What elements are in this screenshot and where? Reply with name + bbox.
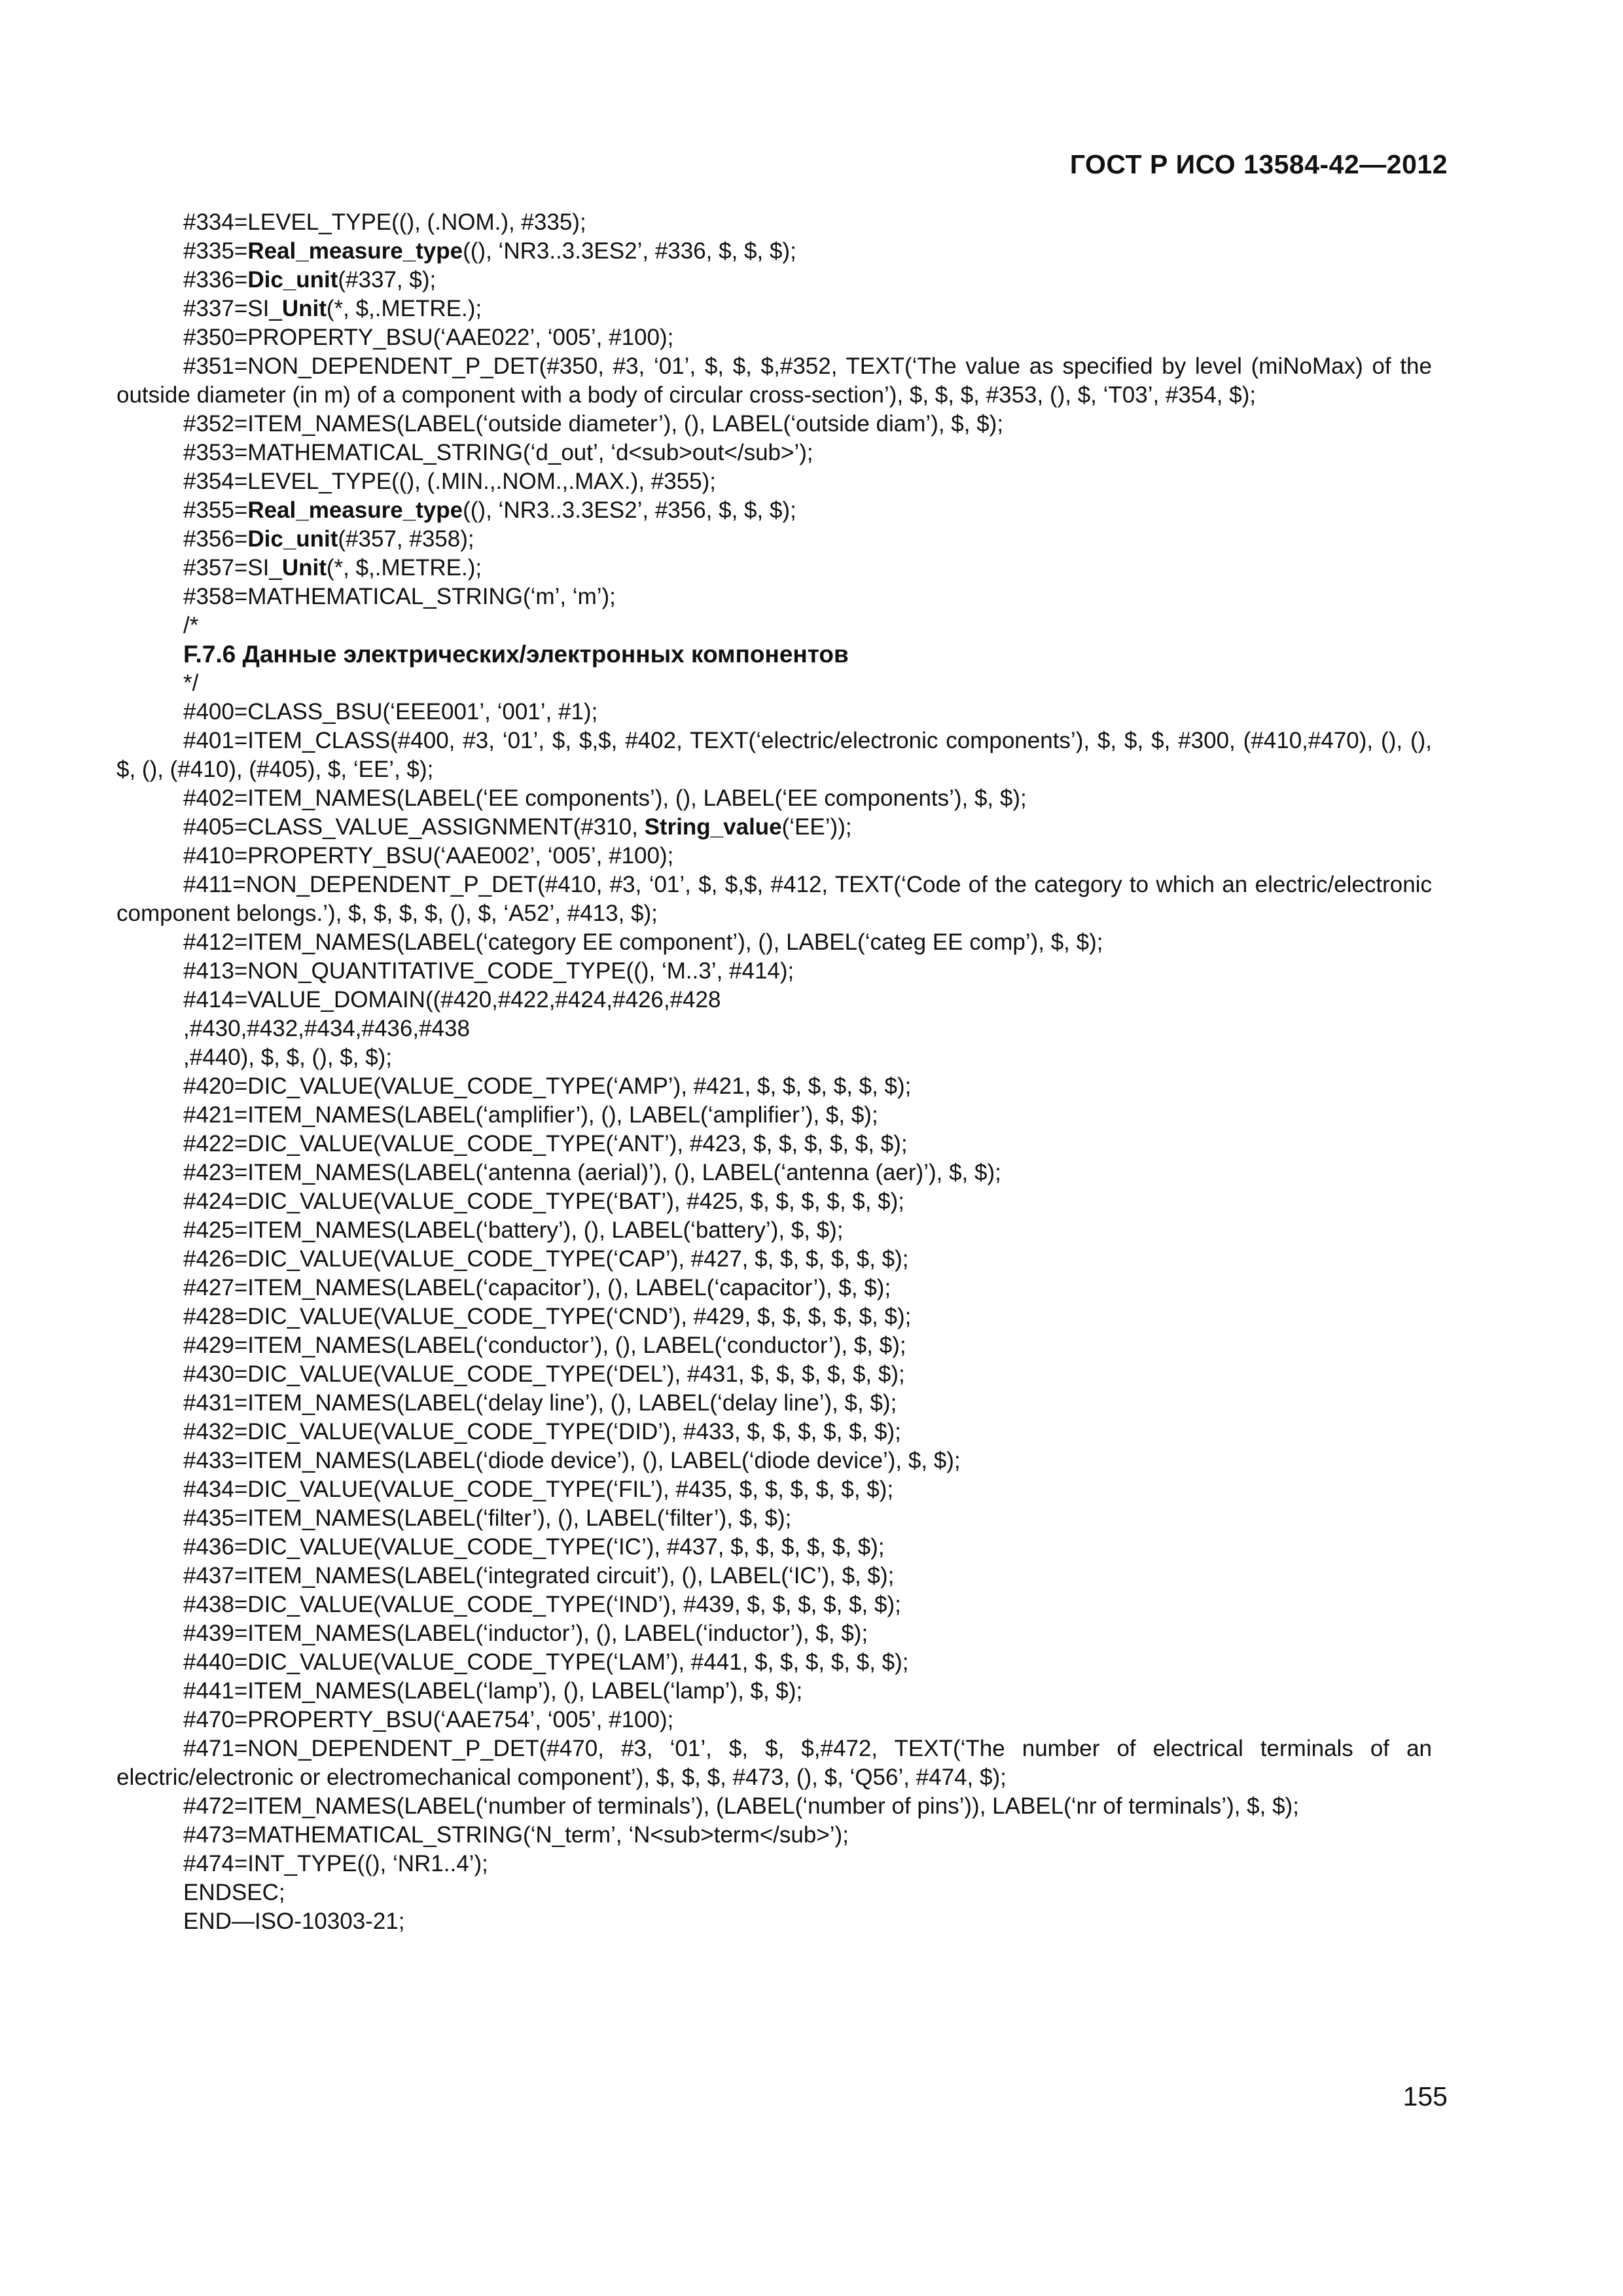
code-paragraph bbox=[116, 726, 1432, 784]
line-text: (‘EE’)); bbox=[781, 814, 852, 840]
code-line bbox=[116, 1475, 1432, 1504]
line-text: (*, $,.METRE.); bbox=[326, 555, 482, 581]
line-text: #473=MATHEMATICAL_STRING(‘N_term’, ‘N<sub>term</sub>’); bbox=[183, 1822, 849, 1848]
line-text: #427=ITEM_NAMES(LABEL(‘capacitor’), (), LABEL(‘capacitor’), $, $); bbox=[183, 1275, 891, 1300]
code-line bbox=[116, 1850, 1432, 1878]
line-text: #405=CLASS_VALUE_ASSIGNMENT(#310, bbox=[183, 814, 645, 840]
line-text: #401=ITEM_CLASS(#400, #3, ‘01’, $, $,$, #402, TEXT(‘electric/electronic components’), $, $, $, #300, (#410,#470), (), (), $, (), (#410), (#405), $, ‘EE’, $); bbox=[116, 728, 1432, 782]
code-line bbox=[116, 1014, 1432, 1043]
line-text: #428=DIC_VALUE(VALUE_CODE_TYPE(‘CND’), #429, $, $, $, $, $, $); bbox=[183, 1304, 912, 1329]
line-text: #439=ITEM_NAMES(LABEL(‘inductor’), (), LABEL(‘inductor’), $, $); bbox=[183, 1621, 868, 1646]
line-text: #355= bbox=[183, 497, 248, 523]
code-line bbox=[116, 1245, 1432, 1274]
line-text: ,#440), $, $, (), $, $); bbox=[183, 1045, 393, 1070]
line-text: #424=DIC_VALUE(VALUE_CODE_TYPE(‘BAT’), #425, $, $, $, $, $, $); bbox=[183, 1189, 905, 1214]
code-line bbox=[116, 1533, 1432, 1562]
line-text: #472=ITEM_NAMES(LABEL(‘number of terminals’), (LABEL(‘number of pins’)), LABEL(‘nr of terminals’), $, $); bbox=[183, 1793, 1299, 1819]
page-number: 155 bbox=[1402, 2081, 1448, 2111]
line-text: #429=ITEM_NAMES(LABEL(‘conductor’), (), LABEL(‘conductor’), $, $); bbox=[183, 1333, 906, 1358]
line-text: /* bbox=[183, 613, 199, 638]
line-text: #432=DIC_VALUE(VALUE_CODE_TYPE(‘DID’), #433, $, $, $, $, $, $); bbox=[183, 1419, 901, 1444]
line-text: #410=PROPERTY_BSU(‘AAE002’, ‘005’, #100); bbox=[183, 843, 674, 869]
line-text: #357=SI_ bbox=[183, 555, 282, 581]
document-body bbox=[116, 208, 1432, 1936]
line-text: #422=DIC_VALUE(VALUE_CODE_TYPE(‘ANT’), #423, $, $, $, $, $, $); bbox=[183, 1131, 908, 1157]
line-text: #356= bbox=[183, 526, 248, 552]
line-text: #426=DIC_VALUE(VALUE_CODE_TYPE(‘CAP’), #427, $, $, $, $, $, $); bbox=[183, 1246, 909, 1272]
code-line bbox=[116, 467, 1432, 496]
code-line bbox=[116, 1821, 1432, 1850]
line-text: #435=ITEM_NAMES(LABEL(‘filter’), (), LABEL(‘filter’), $, $); bbox=[183, 1505, 792, 1531]
code-line bbox=[116, 813, 1432, 842]
line-text: #400=CLASS_BSU(‘EEE001’, ‘001’, #1); bbox=[183, 699, 598, 725]
code-line bbox=[116, 1792, 1432, 1821]
line-text: ((), ‘NR3..3.3ES2’, #356, $, $, $); bbox=[463, 497, 796, 523]
code-line bbox=[116, 439, 1432, 467]
code-line bbox=[116, 1590, 1432, 1619]
code-line bbox=[116, 1677, 1432, 1706]
line-text: #412=ITEM_NAMES(LABEL(‘category EE component’), (), LABEL(‘categ EE comp’), $, $); bbox=[183, 929, 1103, 955]
code-line bbox=[116, 1446, 1432, 1475]
code-line bbox=[116, 1504, 1432, 1533]
line-text: #437=ITEM_NAMES(LABEL(‘integrated circuit’), (), LABEL(‘IC’), $, $); bbox=[183, 1563, 895, 1588]
line-text: #351=NON_DEPENDENT_P_DET(#350, #3, ‘01’, $, $, $,#352, TEXT(‘The value as specified by level (miNoMax) of the outside diameter (in m) of a component with a body of circular cross-section’), $, $, $, #353, (), $, ‘T03’, #354, $); bbox=[116, 353, 1432, 408]
code-line bbox=[116, 1331, 1432, 1360]
line-text: #423=ITEM_NAMES(LABEL(‘antenna (aerial)’), (), LABEL(‘antenna (aer)’), $, $); bbox=[183, 1160, 1001, 1185]
code-paragraph bbox=[116, 870, 1432, 928]
code-line bbox=[116, 237, 1432, 266]
line-text: #425=ITEM_NAMES(LABEL(‘battery’), (), LABEL(‘battery’), $, $); bbox=[183, 1217, 844, 1243]
code-line bbox=[116, 295, 1432, 323]
line-text: #421=ITEM_NAMES(LABEL(‘amplifier’), (), LABEL(‘amplifier’), $, $); bbox=[183, 1102, 878, 1128]
bold-term: Real_measure_type bbox=[247, 497, 463, 523]
line-text: #438=DIC_VALUE(VALUE_CODE_TYPE(‘IND’), #439, $, $, $, $, $, $); bbox=[183, 1592, 901, 1617]
code-line bbox=[116, 1648, 1432, 1677]
code-line bbox=[116, 496, 1432, 525]
document-header: ГОСТ Р ИСО 13584-42—2012 bbox=[1069, 149, 1448, 179]
code-line bbox=[116, 1418, 1432, 1446]
line-text: #402=ITEM_NAMES(LABEL(‘EE components’), (), LABEL(‘EE components’), $, $); bbox=[183, 785, 1027, 811]
code-line bbox=[116, 1389, 1432, 1418]
line-text: #474=INT_TYPE((), ‘NR1..4’); bbox=[183, 1851, 488, 1876]
code-line bbox=[116, 957, 1432, 986]
code-line bbox=[116, 928, 1432, 957]
code-line bbox=[116, 669, 1432, 698]
bold-term: Dic_unit bbox=[247, 526, 338, 552]
line-text: #336= bbox=[183, 267, 248, 293]
code-line bbox=[116, 1072, 1432, 1101]
code-line bbox=[116, 1360, 1432, 1389]
line-text: #354=LEVEL_TYPE((), (.MIN.,.NOM.,.MAX.), #355); bbox=[183, 469, 717, 494]
code-line bbox=[116, 525, 1432, 554]
code-line bbox=[116, 1878, 1432, 1907]
code-line bbox=[116, 1302, 1432, 1331]
bold-term: Real_measure_type bbox=[247, 238, 463, 264]
code-line bbox=[116, 1274, 1432, 1302]
code-line bbox=[116, 611, 1432, 640]
line-text: #335= bbox=[183, 238, 248, 264]
line-text: ,#430,#432,#434,#436,#438 bbox=[183, 1016, 470, 1041]
line-text: ENDSEC; bbox=[183, 1880, 285, 1905]
code-line bbox=[116, 266, 1432, 295]
code-line bbox=[116, 1619, 1432, 1648]
code-line bbox=[116, 323, 1432, 352]
line-text: #337=SI_ bbox=[183, 296, 282, 321]
code-line bbox=[116, 784, 1432, 813]
code-line bbox=[116, 1907, 1432, 1936]
code-line bbox=[116, 410, 1432, 439]
line-text: #420=DIC_VALUE(VALUE_CODE_TYPE(‘AMP’), #421, $, $, $, $, $, $); bbox=[183, 1073, 912, 1099]
code-line bbox=[116, 842, 1432, 870]
code-paragraph bbox=[116, 352, 1432, 410]
line-text: (#337, $); bbox=[338, 267, 437, 293]
line-text: #350=PROPERTY_BSU(‘AAE022’, ‘005’, #100); bbox=[183, 325, 674, 350]
line-text: #436=DIC_VALUE(VALUE_CODE_TYPE(‘IC’), #437, $, $, $, $, $, $); bbox=[183, 1534, 885, 1560]
code-line bbox=[116, 1158, 1432, 1187]
line-text: #440=DIC_VALUE(VALUE_CODE_TYPE(‘LAM’), #441, $, $, $, $, $, $); bbox=[183, 1649, 909, 1675]
line-text: #352=ITEM_NAMES(LABEL(‘outside diameter’), (), LABEL(‘outside diam’), $, $); bbox=[183, 411, 1004, 437]
line-text: #414=VALUE_DOMAIN((#420,#422,#424,#426,#428 bbox=[183, 987, 721, 1013]
line-text: */ bbox=[183, 670, 199, 696]
line-text: #353=MATHEMATICAL_STRING(‘d_out’, ‘d<sub>out</sub>’); bbox=[183, 440, 813, 465]
code-line bbox=[116, 1562, 1432, 1590]
code-line bbox=[116, 1043, 1432, 1072]
code-line bbox=[116, 1216, 1432, 1245]
line-text: ((), ‘NR3..3.3ES2’, #336, $, $, $); bbox=[463, 238, 796, 264]
bold-term: Unit bbox=[281, 296, 327, 321]
line-text: #411=NON_DEPENDENT_P_DET(#410, #3, ‘01’, $, $,$, #412, TEXT(‘Code of the category to which an electric/electronic component belongs.’), $, $, $, $, (), $, ‘A52’, #413, $); bbox=[116, 872, 1432, 926]
code-line bbox=[116, 986, 1432, 1014]
line-text: (#357, #358); bbox=[338, 526, 474, 552]
line-text: END—ISO-10303-21; bbox=[183, 1909, 405, 1934]
code-line bbox=[116, 698, 1432, 726]
line-text: #471=NON_DEPENDENT_P_DET(#470, #3, ‘01’, $, $, $,#472, TEXT(‘The number of electrical terminals of an electric/electronic or electromechanical component’), $, $, $, #473, (), $, ‘Q56’, #474, $); bbox=[116, 1736, 1432, 1790]
code-line bbox=[116, 208, 1432, 237]
line-text: #334=LEVEL_TYPE((), (.NOM.), #335); bbox=[183, 209, 586, 235]
code-line bbox=[116, 1130, 1432, 1158]
code-paragraph bbox=[116, 1734, 1432, 1792]
bold-term: Dic_unit bbox=[247, 267, 338, 293]
code-line bbox=[116, 554, 1432, 583]
line-text: #441=ITEM_NAMES(LABEL(‘lamp’), (), LABEL(‘lamp’), $, $); bbox=[183, 1678, 803, 1704]
bold-term: Unit bbox=[281, 555, 327, 581]
section-heading bbox=[116, 640, 1432, 669]
line-text: #433=ITEM_NAMES(LABEL(‘diode device’), (), LABEL(‘diode device’), $, $); bbox=[183, 1448, 961, 1473]
code-line bbox=[116, 1101, 1432, 1130]
bold-term: String_value bbox=[644, 814, 782, 840]
line-text: #434=DIC_VALUE(VALUE_CODE_TYPE(‘FIL’), #435, $, $, $, $, $, $); bbox=[183, 1477, 894, 1502]
line-text: #358=MATHEMATICAL_STRING(‘m’, ‘m’); bbox=[183, 584, 616, 609]
line-text: #413=NON_QUANTITATIVE_CODE_TYPE((), ‘M..3’, #414); bbox=[183, 958, 794, 984]
line-text: #470=PROPERTY_BSU(‘AAE754’, ‘005’, #100); bbox=[183, 1707, 674, 1732]
line-text: #430=DIC_VALUE(VALUE_CODE_TYPE(‘DEL’), #431, $, $, $, $, $, $); bbox=[183, 1361, 905, 1387]
line-text: #431=ITEM_NAMES(LABEL(‘delay line’), (), LABEL(‘delay line’), $, $); bbox=[183, 1390, 897, 1416]
code-line bbox=[116, 1706, 1432, 1734]
code-line bbox=[116, 583, 1432, 611]
line-text: (*, $,.METRE.); bbox=[326, 296, 482, 321]
line-text: F.7.6 Данные электрических/электронных компонентов bbox=[183, 641, 849, 668]
code-line bbox=[116, 1187, 1432, 1216]
